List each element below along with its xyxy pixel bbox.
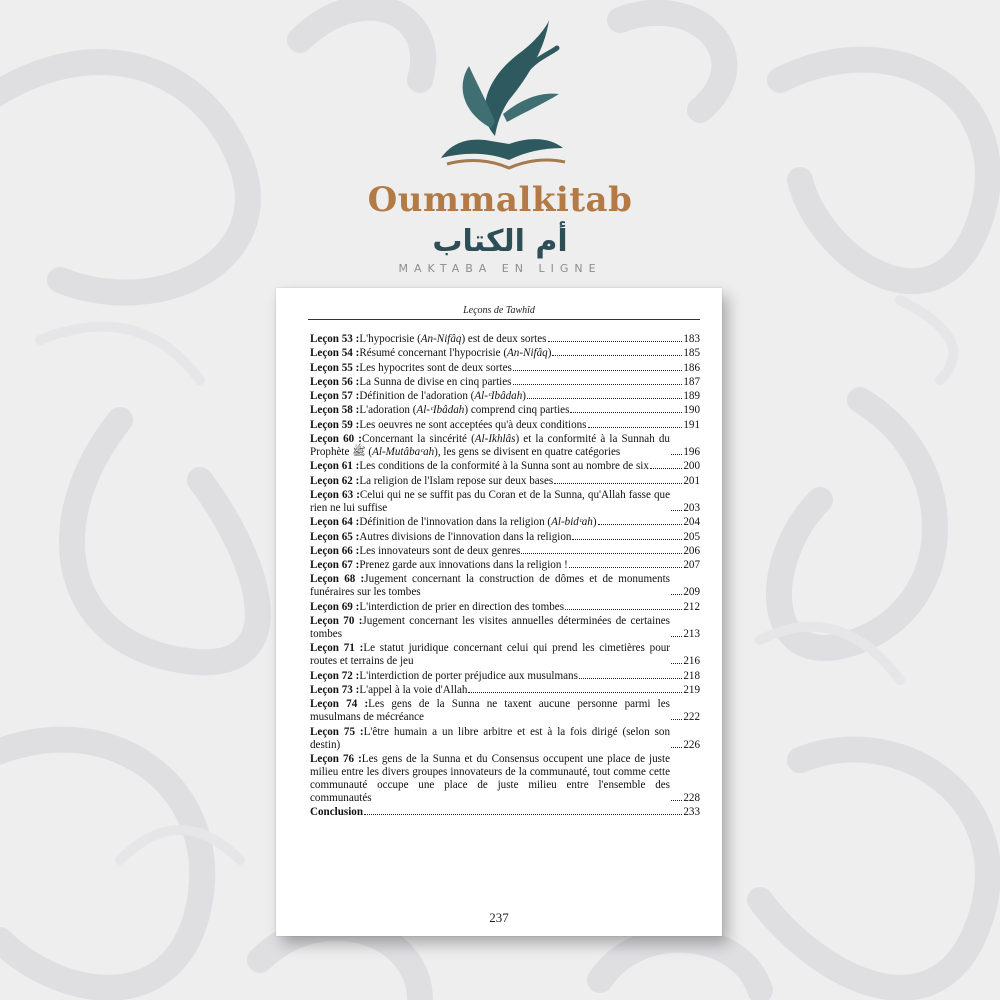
toc-entry-number: Leçon 73 :: [310, 683, 360, 696]
toc-entry-italic-term: Al-Ikhlâs: [474, 433, 516, 446]
toc-entry: [310, 559, 700, 572]
toc-entry: [310, 475, 700, 488]
toc-entry-number: Leçon 65 :: [310, 530, 360, 543]
toc-entry-text: Définition de l'innovation dans la religion (: [359, 516, 552, 529]
toc-entry-page: 219: [683, 683, 700, 696]
toc-entry: [310, 531, 700, 544]
toc-entry-number: Leçon 63 :: [310, 488, 360, 501]
toc-entry-page: 186: [683, 361, 700, 374]
toc-entry-text: Les innovateurs sont de deux genres: [359, 544, 521, 557]
toc-entry-text: ) est de deux sortes: [461, 333, 547, 345]
toc-entry-title: [310, 559, 568, 572]
toc-entry-title: [310, 670, 578, 683]
toc-dot-leader: [671, 747, 682, 748]
book-page: [276, 288, 722, 936]
toc-entry-italic-term: An-Nifâq: [507, 347, 548, 360]
page-header: Leçons de Tawhîd: [463, 305, 535, 316]
toc-entry-title: [310, 419, 587, 432]
header-rule: [308, 319, 700, 320]
toc-entry-text: Concernant la sincérité (: [362, 433, 475, 446]
toc-entry-number: Leçon 71 :: [310, 642, 364, 655]
toc-dot-leader: [570, 412, 682, 413]
toc-entry-page: 206: [683, 544, 700, 557]
toc-entry-page: 204: [683, 516, 700, 529]
toc-entry-page: 209: [683, 586, 700, 599]
toc-entry-page: 216: [683, 655, 700, 668]
toc-entry-title: [310, 460, 649, 473]
toc-entry: [310, 642, 700, 668]
toc-entry: [310, 670, 700, 683]
toc-entry-page: 222: [683, 711, 700, 724]
toc-leader-line: [670, 586, 700, 599]
toc-entry-title: [310, 516, 597, 529]
toc-entry-page: 201: [683, 474, 700, 487]
toc-entry-text: ): [547, 347, 552, 360]
toc-entry-title: [310, 333, 547, 346]
toc-entry-italic-term: Al-ᶜIbâdah: [416, 404, 465, 417]
toc-entry-text: ): [522, 390, 526, 403]
toc-leader-line: [512, 376, 701, 389]
toc-entry-page: 183: [683, 333, 700, 345]
toc-entry-page: 218: [683, 669, 700, 682]
toc-entry-page: 190: [683, 404, 700, 417]
toc-entry-text: L'interdiction de porter préjudice aux musulmans: [359, 669, 578, 682]
toc-leader-line: [670, 628, 700, 641]
brand-tagline: MAKTABA EN LIGNE: [398, 262, 602, 275]
toc-entry: [310, 376, 700, 389]
toc-entry-number: Leçon 76 :: [310, 752, 362, 765]
toc-entry-text: ), les gens se divisent en quatre catégories: [434, 446, 621, 459]
toc-entry-number: Leçon 54 :: [310, 347, 360, 360]
toc-dot-leader: [671, 663, 682, 664]
toc-entry-text: L'interdiction de prier en direction des tombes: [359, 600, 565, 613]
toc-entry-text: Les gens de la Sunna et du Consensus occupent une place de juste milieu entre les divers groupes innovateurs de la communauté, tout comme cette communauté occupe une place de juste milieu entre l'ensemble des communautés: [310, 752, 670, 804]
toc-leader-line: [568, 559, 700, 572]
toc-leader-line: [670, 502, 700, 515]
toc-leader-line: [553, 475, 700, 488]
toc-dot-leader: [671, 454, 682, 455]
toc-entry-page: 185: [683, 347, 700, 360]
toc-entry-number: Leçon 56 :: [310, 375, 360, 388]
toc-entry-number: Leçon 75 :: [310, 725, 364, 738]
toc-dot-leader: [588, 427, 683, 428]
toc-entry-number: Leçon 55 :: [310, 361, 360, 374]
toc-entry: [310, 726, 700, 752]
toc-entry: [310, 806, 700, 819]
toc-entry: [310, 460, 700, 473]
toc-dot-leader: [527, 398, 682, 399]
toc-dot-leader: [565, 609, 682, 610]
toc-leader-line: [526, 390, 700, 403]
toc-entry-text: Prenez garde aux innovations dans la religion !: [359, 559, 568, 572]
toc-entry-text: La religion de l'Islam repose sur deux bases: [359, 474, 554, 487]
page-number: 237: [489, 910, 509, 925]
toc-entry-page: 205: [683, 530, 700, 543]
toc-entry-text: Définition de l'adoration (: [359, 390, 475, 403]
toc-entry-title: [310, 806, 363, 819]
toc-entry-title: [310, 347, 551, 360]
toc-entry-page: 233: [683, 806, 700, 819]
toc-dot-leader: [671, 594, 682, 595]
toc-leader-line: [551, 347, 700, 360]
toc-entry-page: 228: [683, 791, 700, 804]
toc-entry: [310, 615, 700, 641]
toc-entry-text: ): [592, 516, 597, 529]
toc-entry-number: Leçon 59 :: [310, 418, 360, 431]
toc-entry: [310, 601, 700, 614]
toc-entry-page: 200: [683, 460, 700, 473]
toc-dot-leader: [513, 370, 683, 371]
toc-entry-title: [310, 698, 670, 724]
toc-leader-line: [571, 531, 700, 544]
toc-entry-text: Jugement concernant les visites annuelles déterminées de certaines tombes: [310, 615, 670, 641]
toc-entry-title: [310, 531, 571, 544]
toc-dot-leader: [552, 355, 682, 356]
toc-entry-text: ) comprend cinq parties: [464, 404, 570, 417]
toc-entry: [310, 333, 700, 346]
toc-entry-page: 212: [683, 600, 700, 613]
toc-leader-line: [670, 655, 700, 668]
toc-entry: [310, 347, 700, 360]
toc-entry: [310, 390, 700, 403]
toc-entry-text: Les gens de la Sunna ne taxent aucune personne parmi les musulmans de mécréance: [310, 698, 670, 724]
brand-arabic-name: أم الكتاب: [432, 224, 568, 259]
toc-entry-title: [310, 642, 670, 668]
toc-entry: [310, 489, 700, 515]
toc-leader-line: [587, 419, 700, 432]
toc-entry-italic-term: An-Nifâq: [420, 333, 462, 345]
toc-entry-italic-term: Al-Mutâbaᶜah: [372, 446, 435, 459]
toc-dot-leader: [554, 483, 682, 484]
toc-dot-leader: [468, 692, 682, 693]
toc-entry: [310, 419, 700, 432]
toc-entry-text: L'être humain a un libre arbitre et est à la fois dirigé (selon son destin): [310, 725, 670, 751]
table-of-contents: [310, 333, 700, 819]
toc-leader-line: [649, 460, 700, 473]
toc-entry-text: Autres divisions de l'innovation dans la religion: [359, 530, 572, 543]
toc-entry: [310, 684, 700, 697]
toc-entry-page: 191: [683, 418, 700, 431]
toc-entry-number: Leçon 53 :: [310, 333, 360, 345]
quill-book-logo-icon: [425, 18, 575, 178]
toc-entry-number: Leçon 68 :: [310, 573, 365, 586]
toc-leader-line: [467, 684, 700, 697]
toc-entry-page: 207: [683, 559, 700, 572]
toc-entry: [310, 433, 700, 459]
toc-entry-number: Conclusion: [310, 806, 364, 819]
toc-entry-text: L'adoration (: [359, 404, 417, 417]
toc-entry-italic-term: Al-bidᶜah: [551, 516, 593, 529]
toc-dot-leader: [548, 341, 683, 342]
toc-entry-title: [310, 573, 670, 599]
toc-entry-title: [310, 404, 569, 417]
toc-entry-text: L'hypocrisie (: [359, 333, 421, 345]
toc-leader-line: [670, 739, 700, 752]
toc-entry-title: [310, 601, 564, 614]
toc-entry: [310, 516, 700, 529]
toc-dot-leader: [671, 510, 682, 511]
toc-entry-page: 213: [683, 628, 700, 641]
toc-dot-leader: [569, 567, 682, 568]
toc-entry-number: Leçon 62 :: [310, 474, 360, 487]
toc-entry-title: [310, 545, 520, 558]
toc-entry: [310, 545, 700, 558]
toc-entry-title: [310, 489, 670, 515]
toc-entry-page: 189: [683, 390, 700, 403]
toc-leader-line: [569, 404, 700, 417]
toc-entry-number: Leçon 58 :: [310, 404, 360, 417]
toc-entry-title: [310, 726, 670, 752]
toc-entry-number: Leçon 64 :: [310, 516, 360, 529]
toc-entry-number: Leçon 67 :: [310, 559, 360, 572]
toc-entry-title: [310, 376, 512, 389]
toc-entry-text: L'appel à la voie d'Allah: [359, 683, 468, 696]
toc-entry-title: [310, 753, 670, 805]
toc-entry-text: Les hypocrites sont de deux sortes: [359, 361, 512, 374]
brand-name: Oummalkitab: [367, 180, 633, 220]
toc-leader-line: [670, 792, 700, 805]
toc-entry-number: Leçon 61 :: [310, 460, 360, 473]
toc-dot-leader: [364, 814, 682, 815]
toc-entry-number: Leçon 66 :: [310, 544, 360, 557]
toc-dot-leader: [579, 678, 682, 679]
toc-leader-line: [512, 362, 700, 375]
toc-entry-title: [310, 615, 670, 641]
toc-entry-italic-term: Al-ᶜIbâdah: [474, 390, 523, 403]
toc-entry-text: La Sunna de divise en cinq parties: [359, 375, 512, 388]
toc-dot-leader: [671, 636, 682, 637]
toc-leader-line: [564, 601, 700, 614]
toc-leader-line: [578, 670, 700, 683]
toc-entry-text: Résumé concernant l'hypocrisie (: [359, 347, 508, 360]
toc-entry-number: Leçon 69 :: [310, 600, 360, 613]
toc-entry-text: Jugement concernant la construction de dômes et de monuments funéraires sur les tombes: [310, 573, 670, 599]
toc-entry: [310, 753, 700, 805]
toc-dot-leader: [572, 539, 682, 540]
toc-dot-leader: [598, 524, 683, 525]
toc-entry-page: 203: [683, 501, 700, 514]
toc-entry-page: 187: [683, 375, 700, 388]
toc-entry: [310, 404, 700, 417]
toc-dot-leader: [650, 468, 682, 469]
toc-entry-text: Celui qui ne se suffit pas du Coran et de la Sunna, qu'Allah fasse que rien ne lui suffise: [310, 488, 670, 514]
toc-entry: [310, 698, 700, 724]
toc-entry-title: [310, 433, 670, 459]
toc-leader-line: [520, 545, 700, 558]
toc-entry-number: Leçon 74 :: [310, 698, 369, 711]
toc-entry-text: Les oeuvres ne sont acceptées qu'à deux conditions: [359, 418, 587, 431]
toc-leader-line: [547, 333, 701, 346]
toc-leader-line: [670, 711, 700, 724]
toc-dot-leader: [521, 553, 682, 554]
toc-leader-line: [363, 806, 700, 819]
toc-entry-number: Leçon 72 :: [310, 669, 360, 682]
toc-entry-page: 226: [683, 738, 700, 751]
toc-dot-leader: [671, 800, 682, 801]
toc-leader-line: [597, 516, 700, 529]
toc-leader-line: [670, 446, 700, 459]
toc-entry-title: [310, 390, 526, 403]
toc-dot-leader: [513, 384, 683, 385]
toc-entry-number: Leçon 57 :: [310, 390, 360, 403]
toc-entry-text: ) et la conformité à la Sunnah du Prophète ﷺ (: [310, 433, 670, 459]
toc-entry-title: [310, 475, 553, 488]
toc-dot-leader: [671, 719, 682, 720]
toc-entry: [310, 362, 700, 375]
toc-entry-page: 196: [683, 446, 700, 459]
toc-entry-text: Les conditions de la conformité à la Sunna sont au nombre de six: [359, 460, 649, 473]
toc-entry-title: [310, 684, 467, 697]
toc-entry-number: Leçon 60 :: [310, 433, 362, 446]
toc-entry-text: Le statut juridique concernant celui qui prend les cimetières pour routes et terrains de jeu: [310, 642, 670, 668]
toc-entry-title: [310, 362, 512, 375]
toc-entry-number: Leçon 70 :: [310, 615, 363, 628]
toc-entry: [310, 573, 700, 599]
